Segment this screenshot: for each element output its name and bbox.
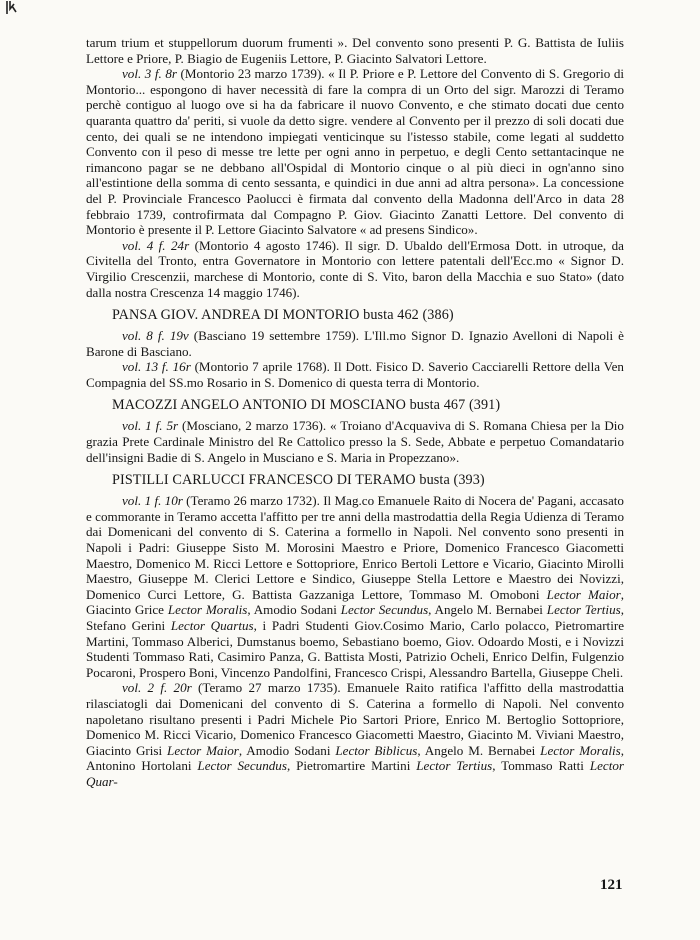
- italic-run: Lector Secundus: [197, 758, 287, 774]
- italic-run: Lector Moralis: [167, 602, 248, 618]
- paragraph: [86, 359, 624, 390]
- page-number: 121: [600, 877, 623, 893]
- italic-run: Lector Quar-: [86, 758, 624, 789]
- text-run: (Basciano 19 settembre 1759). L'Ill.mo Signor D. Ignazio Avelloni di Napoli è Barone di Basciano.: [86, 328, 624, 359]
- text-run: , Angelo M. Bernabei: [417, 742, 541, 758]
- text-run: PISTILLI CARLUCCI FRANCESCO DI TERAMO busta (393): [112, 472, 485, 489]
- section-heading: [86, 307, 624, 324]
- text-run: (Montorio 4 agosto 1746). Il sigr. D. Ubaldo dell'Ermosa Dott. in utroque, da Civitella del Tronto, entra Governatore in Montorio con lettere patentali dell'Ecc.mo « Signor D. Virgilio Crescenzii, marchese di Montorio, conte di S. Vito, baron della Macchia e suo Stato» (dato dalla nostra Crescenza 14 maggio 1746).: [86, 237, 624, 300]
- text-run: , i Padri Studenti Giov.Cosimo Mario, Carlo polacco, Pietromartire Martini, Tommaso Alberici, Dumstanus boemo, Sebastiano boemo, Giov. Odoardo Mosti, e i Novizzi Studenti Tommaso Rati, Casimiro Panza, G. Battista Mosti, Patrizio Ocheli, Enrico Delfin, Fulgenzio Pocaroni, Prospero Boni, Vincenzo Pandolfini, Francesco Crispi, Alessandro Bartella, Giuseppe Cheli.: [86, 618, 625, 680]
- text-run: , Stefano Gerini: [86, 602, 624, 633]
- italic-run: vol. 1 f. 10r: [122, 493, 183, 509]
- italic-run: Lector Tertius: [416, 758, 493, 774]
- section-heading: [86, 397, 624, 414]
- italic-run: vol. 1 f. 5r: [122, 418, 179, 434]
- italic-run: Lector Biblicus: [335, 742, 418, 758]
- paragraph: [86, 66, 624, 238]
- paragraph: [86, 35, 624, 66]
- text-run: , Giacinto Grice: [86, 586, 624, 618]
- italic-run: Lector Moralis: [540, 742, 621, 758]
- italic-run: vol. 4 f. 24r: [122, 237, 190, 253]
- text-run: tarum trium et stuppellorum duorum frumenti ». Del convento sono presenti P. G. Battista de Iuliis Lettore e Priore, P. Biagio de Eugeniis Lettore, P. Giacinto Salvatori Lettore.: [86, 35, 624, 66]
- italic-run: vol. 3 f. 8r: [122, 66, 177, 82]
- italic-run: Lector Maior: [167, 742, 239, 758]
- italic-run: Lector Tertius: [546, 602, 621, 618]
- paragraph: [86, 418, 624, 465]
- text-run: (Teramo 27 marzo 1735). Emanuele Raito ratifica l'affitto della mastrodattia rilasciatogli dai Domenicani del convento di S. Caterina a formello di Napoli. Nel convento napoletano risultano presenti i Padri Michele Pio Sartori Priore, Enrico M. Bertoglio Sottopriore, Domenico M. Ricci Vicario, Domenico Francesco Giacometti Maestro, Giacinto M. Viviani Maestro, Giacinto Grisi: [86, 680, 624, 758]
- text-run: , Amodio Sodani: [238, 742, 336, 758]
- text-run: (Mosciano, 2 marzo 1736). « Troiano d'Acquaviva di S. Romana Chiesa per la Dio grazia Prete Cardinale Ministro del Re Cattolico presso la S. Sede, Abbate e perpetuo Comandatario dell'insigni Badie di S. Angelo in Musciano e S. Maria in Propezzano».: [86, 418, 624, 465]
- document-body: [86, 35, 624, 790]
- text-run: , Angelo M. Bernabei: [428, 602, 547, 618]
- text-run: , Amodio Sodani: [247, 602, 341, 618]
- italic-run: Lector Maior: [546, 586, 621, 602]
- text-run: (Montorio 7 aprile 1768). Il Dott. Fisico D. Saverio Cacciarelli Rettore della Ven Compagnia del SS.mo Rosario in S. Domenico di questa terra di Montorio.: [86, 359, 624, 390]
- text-run: , Tommaso Ratti: [492, 758, 590, 774]
- italic-run: Lector Secundus: [340, 602, 429, 618]
- paragraph: [86, 238, 624, 300]
- paragraph: [86, 328, 624, 359]
- scan-mark-icon: [4, 0, 20, 16]
- text-run: PANSA GIOV. ANDREA DI MONTORIO busta 462 (386): [112, 307, 454, 324]
- italic-run: vol. 8 f. 19v: [122, 328, 189, 344]
- text-run: , Antonino Hortolani: [86, 742, 624, 774]
- text-run: MACOZZI ANGELO ANTONIO DI MOSCIANO busta 467 (391): [112, 397, 501, 414]
- paragraph: [86, 493, 624, 680]
- text-run: , Pietromartire Martini: [286, 758, 417, 774]
- text-run: (Teramo 26 marzo 1732). Il Mag.co Emanuele Raito di Nocera de' Pagani, accasato e commorante in Teramo accetta l'affitto per tre anni della mastrodattia della Regia Udienza di Teramo dai Domenicani del convento di S. Caterina a formello in Napoli. Nel convento sono presenti in Napoli i Padri: Giuseppe Sisto M. Morosini Maestro e Priore, Domenico Francesco Giacometti Maestro, Domenico M. Ricci Lettore e Sottopriore, Enrico Bertoli Lettore e Vicario, Giacinto Mirolli Maestro, Giuseppe M. Clerici Lettore e Sindico, Giuseppe Stella Lettore e Maestro dei Novizzi, Domenico Curci Lettore, G. Battista Gazzaniga Lettore, Tommaso M. Omoboni: [86, 493, 624, 602]
- paragraph: [86, 680, 624, 789]
- text-run: (Montorio 23 marzo 1739). « Il P. Priore e P. Lettore del Convento di S. Gregorio di Montorio... espongono di haver necessità di fare la compra di un Orto del sigr. Marozzi di Teramo perchè contiguo al luogo ove si ha da fabricare il nuovo Convento, e che stimato docati due cento quaranta quattro da' periti, si vuole da detto sigre. vendere al Convento per il prezzo di soli docati due cento, dei quali se ne intendono impiegati venticinque su l'istesso stabile, come legati al suddetto Convento con il peso di messe tre lette per ogni anno in perpetuo, e degli Cento settantacinque ne rimancono pagar se ne debbano all'Ospidal di Montorio cinque o al più dieci in ogn'anno sino all'estintione della somma di cento sessanta, e quindici in due anni ad altra persona». La concessione del P. Provinciale Francesco Paolucci è firmata dal convento della Madonna dell'Arco in data 28 febbraio 1739, controfirmata dal Compagno P. Giov. Giacinto Zanatti Lettore. Del convento di Montorio è presente il P. Lettore Giacinto Salvatore « ad presens Sindico».: [86, 66, 624, 238]
- italic-run: vol. 2 f. 20r: [122, 680, 192, 696]
- italic-run: Lector Quartus: [170, 618, 254, 633]
- section-heading: [86, 472, 624, 489]
- italic-run: vol. 13 f. 16r: [122, 359, 191, 375]
